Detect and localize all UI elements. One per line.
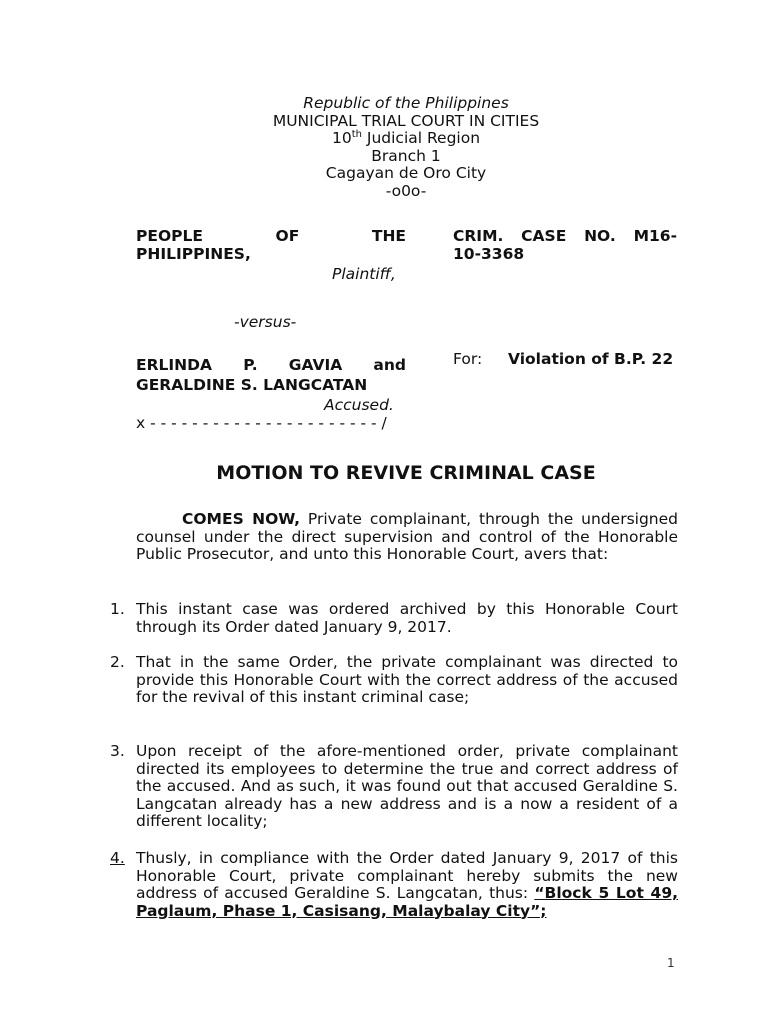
separator: -o0o- [385, 181, 427, 200]
branch-line: Branch 1 [371, 146, 441, 165]
case-number-line2: 10-3368 [453, 245, 525, 263]
court-header [136, 95, 676, 200]
accused-role: Accused. [324, 396, 394, 414]
region-suffix: th [351, 128, 362, 140]
intro-lead: COMES NOW, [182, 510, 300, 528]
region-text: Judicial Region [361, 129, 481, 147]
republic-line: Republic of the Philippines [303, 94, 509, 112]
region-line [136, 130, 676, 148]
motion-title: MOTION TO REVIVE CRIMINAL CASE [216, 462, 596, 484]
list-item: That in the same Order, the private complainant was directed to provide this Honorable Court with the correct address of the accused for the revival of this instant criminal case; [136, 653, 678, 706]
item-number: 2. [110, 653, 125, 671]
accused-name-line1: ERLINDA P. GAVIA and [136, 356, 406, 374]
caption-x-line: x - - - - - - - - - - - - - - - - - - - - - - / [136, 414, 387, 432]
item-number: 3. [110, 742, 125, 760]
city-line: Cagayan de Oro City [325, 164, 487, 182]
plaintiff-name-line1: PEOPLE OF THE [136, 227, 406, 245]
item-number: 4. [110, 849, 125, 867]
versus-label: -versus- [234, 313, 297, 331]
region-number: 10 [331, 129, 352, 147]
case-number-line1: CRIM. CASE NO. M16- [453, 227, 677, 245]
new-address: “Block 5 Lot 49, Paglaum, Phase 1, Casisang, Malaybalay City”; [136, 884, 678, 920]
item-number: 1. [110, 600, 125, 618]
for-label: For: [453, 350, 483, 368]
list-item-text: Thusly, in compliance with the Order dated January 9, 2017 of this Honorable Court, private complainant hereby submits the new address of accused Geraldine S. Langcatan, thus: [136, 849, 678, 902]
offense-text: Violation of B.P. 22 [508, 350, 674, 368]
accused-name-line2: GERALDINE S. LANGCATAN [136, 376, 368, 394]
plaintiff-name-line2: PHILIPPINES, [136, 245, 251, 263]
page-number: 1 [667, 956, 675, 970]
list-item: This instant case was ordered archived by this Honorable Court through its Order dated January 9, 2017. [136, 600, 678, 636]
intro-text: Private complainant, through the undersigned counsel under the direct supervision and control of the Honorable Public Prosecutor, and unto this Honorable Court, avers that: [136, 510, 678, 563]
list-item: Upon receipt of the afore-mentioned order, private complainant directed its employees to determine the true and correct address of the accused. And as such, it was found out that accused Geraldine S. Langcatan already has a new address and is a now a resident of a different locality; [136, 742, 678, 830]
intro-paragraph [136, 511, 678, 564]
court-name: MUNICIPAL TRIAL COURT IN CITIES [272, 111, 540, 130]
plaintiff-role: Plaintiff, [332, 265, 396, 283]
list-item [136, 850, 678, 920]
